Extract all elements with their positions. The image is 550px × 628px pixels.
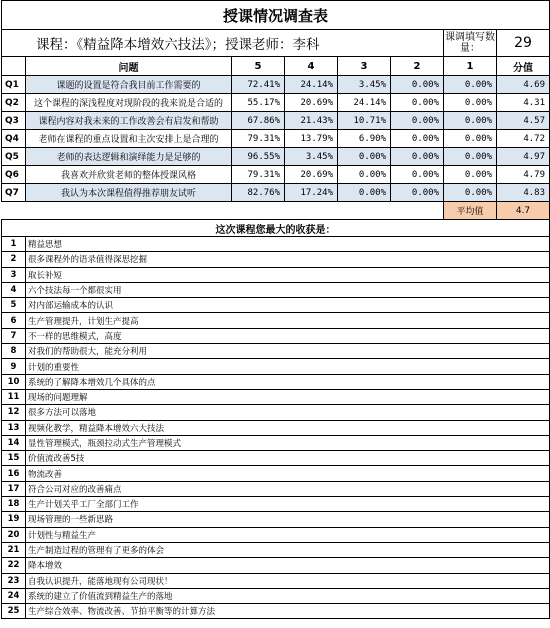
gain-row [2,374,550,389]
percent-p4[interactable]: 20.69% [285,166,338,184]
gain-row [2,481,550,496]
question-text[interactable]: 课题的设置是符合我目前工作需要的 [26,76,232,94]
header-score[interactable]: 分值 [497,57,550,76]
question-id[interactable]: Q3 [2,112,26,130]
percent-p5[interactable]: 67.86% [232,112,285,130]
header-col-1[interactable]: 1 [444,57,497,76]
gain-text[interactable]: 降本增效 [26,558,550,573]
question-id[interactable]: Q5 [2,148,26,166]
gain-row [2,298,550,313]
gain-row [2,451,550,466]
question-row [2,184,550,202]
percent-p2[interactable]: 0.00% [391,148,444,166]
gain-number[interactable]: 21 [2,542,26,557]
question-score[interactable]: 4.57 [497,112,550,130]
question-text[interactable]: 我认为本次课程值得推荐朋友试听 [26,184,232,202]
blank-cell [338,202,391,220]
question-id[interactable]: Q1 [2,76,26,94]
gain-row [2,313,550,328]
gain-text[interactable]: 视频化教学，精益降本增效六大技法 [26,420,550,435]
blank-cell [26,202,232,220]
percent-p3[interactable]: 10.71% [338,112,391,130]
gain-text[interactable]: 现场的问题理解 [26,389,550,404]
question-id[interactable]: Q6 [2,166,26,184]
gain-text[interactable]: 显性管理模式，瓶颈拉动式生产管理模式 [26,435,550,450]
gain-number[interactable]: 9 [2,359,26,374]
gain-row [2,542,550,557]
gain-row [2,344,550,359]
header-col-3[interactable]: 3 [338,57,391,76]
gain-row [2,237,550,252]
gain-number[interactable]: 14 [2,435,26,450]
gain-number[interactable]: 15 [2,451,26,466]
question-row [2,112,550,130]
gain-row [2,512,550,527]
percent-p3[interactable]: 0.00% [338,184,391,202]
gain-text[interactable]: 计划性与精益生产 [26,527,550,542]
percent-p2[interactable]: 0.00% [391,184,444,202]
percent-p3[interactable]: 24.14% [338,94,391,112]
gain-number[interactable]: 17 [2,481,26,496]
gain-text[interactable]: 很多方法可以落地 [26,405,550,420]
question-score[interactable]: 4.31 [497,94,550,112]
count-label[interactable]: 课调填写数量： [444,30,497,57]
gain-text[interactable]: 符合公司对应的改善痛点 [26,481,550,496]
blank-cell [391,202,444,220]
percent-p2[interactable]: 0.00% [391,166,444,184]
gain-row [2,359,550,374]
percent-p4[interactable]: 17.24% [285,184,338,202]
percent-p1[interactable]: 0.00% [444,94,497,112]
gain-number[interactable]: 8 [2,344,26,359]
percent-p2[interactable]: 0.00% [391,94,444,112]
gain-number[interactable]: 3 [2,267,26,282]
average-label[interactable]: 平均值 [444,202,497,220]
gain-text[interactable]: 自我认识提升，能落地现有公司现状！ [26,573,550,588]
gain-text[interactable]: 系统的了解降本增效几个具体的点 [26,374,550,389]
question-row [2,76,550,94]
question-text[interactable]: 老师的表达逻辑和演绎能力是足够的 [26,148,232,166]
percent-p1[interactable]: 0.00% [444,184,497,202]
gain-number[interactable]: 19 [2,512,26,527]
survey-table [1,0,550,619]
header-corner[interactable] [2,57,26,76]
percent-p1[interactable]: 0.00% [444,76,497,94]
average-value[interactable]: 4.7 [497,202,550,220]
percent-p3[interactable]: 0.00% [338,148,391,166]
percent-p4[interactable]: 24.14% [285,76,338,94]
gain-text[interactable]: 生产管理提升，计划生产提高 [26,313,550,328]
question-id[interactable]: Q2 [2,94,26,112]
percent-p5[interactable]: 96.55% [232,148,285,166]
gain-text[interactable]: 不一样的思维模式，高度 [26,328,550,343]
percent-p1[interactable]: 0.00% [444,148,497,166]
percent-p4[interactable]: 20.69% [285,94,338,112]
gain-number[interactable]: 23 [2,573,26,588]
question-text[interactable]: 我喜欢并欣赏老师的整体授课风格 [26,166,232,184]
gain-number[interactable]: 6 [2,313,26,328]
percent-p4[interactable]: 13.79% [285,130,338,148]
gain-row [2,405,550,420]
percent-p4[interactable]: 3.45% [285,148,338,166]
gain-text[interactable]: 六个技法每一个都很实用 [26,282,550,297]
gain-row [2,497,550,512]
blank-cell [285,202,338,220]
question-row [2,148,550,166]
gain-number[interactable]: 13 [2,420,26,435]
question-score[interactable]: 4.79 [497,166,550,184]
gain-text[interactable]: 取长补短 [26,267,550,282]
gain-row [2,267,550,282]
percent-p2[interactable]: 0.00% [391,112,444,130]
gain-text[interactable]: 精益思想 [26,237,550,252]
percent-p1[interactable]: 0.00% [444,166,497,184]
percent-p3[interactable]: 0.00% [338,166,391,184]
gain-row [2,435,550,450]
percent-p3[interactable]: 3.45% [338,76,391,94]
question-row [2,130,550,148]
gain-number[interactable]: 10 [2,374,26,389]
gain-number[interactable]: 7 [2,328,26,343]
percent-p4[interactable]: 21.43% [285,112,338,130]
gain-number[interactable]: 12 [2,405,26,420]
gain-text[interactable]: 计划的重要性 [26,359,550,374]
percent-p5[interactable]: 55.17% [232,94,285,112]
header-col-2[interactable]: 2 [391,57,444,76]
survey-sheet [1,0,549,619]
header-col-5[interactable]: 5 [232,57,285,76]
gains-header[interactable]: 这次课程您最大的收获是： [2,220,550,237]
gain-row [2,420,550,435]
question-score[interactable]: 4.69 [497,76,550,94]
sheet-title[interactable]: 授课情况调查表 [2,1,550,30]
percent-p5[interactable]: 79.31% [232,130,285,148]
percent-p1[interactable]: 0.00% [444,130,497,148]
gain-row [2,282,550,297]
header-col-4[interactable]: 4 [285,57,338,76]
blank-cell [2,202,26,220]
percent-p3[interactable]: 6.90% [338,130,391,148]
gain-number[interactable]: 2 [2,252,26,267]
gain-text[interactable]: 系统的建立了价值流到精益生产的落地 [26,588,550,603]
question-score[interactable]: 4.72 [497,130,550,148]
question-id[interactable]: Q7 [2,184,26,202]
question-id[interactable]: Q4 [2,130,26,148]
gain-text[interactable]: 对我们的帮助很大，能充分利用 [26,344,550,359]
gain-text[interactable]: 生产制造过程的管理有了更多的体会 [26,542,550,557]
percent-p5[interactable]: 79.31% [232,166,285,184]
gain-number[interactable]: 11 [2,389,26,404]
gain-row [2,604,550,619]
gain-row [2,573,550,588]
count-value[interactable]: 29 [497,30,550,57]
percent-p1[interactable]: 0.00% [444,112,497,130]
question-text[interactable]: 老师在课程的重点设置和主次安排上是合理的 [26,130,232,148]
gain-number[interactable]: 25 [2,604,26,619]
percent-p2[interactable]: 0.00% [391,130,444,148]
gain-row [2,328,550,343]
gain-row [2,558,550,573]
question-text[interactable]: 课程内容对我未来的工作改善会有启发和帮助 [26,112,232,130]
gain-number[interactable]: 24 [2,588,26,603]
gain-text[interactable]: 价值流改善5技 [26,451,550,466]
gain-number[interactable]: 22 [2,558,26,573]
percent-p5[interactable]: 72.41% [232,76,285,94]
gain-text[interactable]: 生产计划关乎工厂全部门工作 [26,497,550,512]
gain-row [2,389,550,404]
gain-number[interactable]: 1 [2,237,26,252]
gain-row [2,252,550,267]
gain-row [2,466,550,481]
question-score[interactable]: 4.83 [497,184,550,202]
gain-text[interactable]: 很多课程外的语录值得深思挖掘 [26,252,550,267]
percent-p2[interactable]: 0.00% [391,76,444,94]
gain-number[interactable]: 20 [2,527,26,542]
gain-number[interactable]: 16 [2,466,26,481]
question-score[interactable]: 4.97 [497,148,550,166]
average-row [2,202,550,220]
question-row [2,166,550,184]
question-text[interactable]: 这个课程的深浅程度对现阶段的我来说是合适的 [26,94,232,112]
gains-header-row [2,220,550,237]
gain-row [2,527,550,542]
gain-row [2,588,550,603]
header-question[interactable]: 问题 [26,57,232,76]
percent-p5[interactable]: 82.76% [232,184,285,202]
blank-cell [232,202,285,220]
question-row [2,94,550,112]
course-info[interactable]: 课程：《精益降本增效六技法》；授课老师：李科 [2,30,444,57]
gain-number[interactable]: 5 [2,298,26,313]
gain-number[interactable]: 4 [2,282,26,297]
header-row [2,57,550,76]
gain-number[interactable]: 18 [2,497,26,512]
gain-text[interactable]: 现场管理的一些新思路 [26,512,550,527]
gain-text[interactable]: 生产综合效率、物流改善、节拍平衡等的计算方法 [26,604,550,619]
gain-text[interactable]: 物流改善 [26,466,550,481]
gain-text[interactable]: 对内部运输成本的认识 [26,298,550,313]
